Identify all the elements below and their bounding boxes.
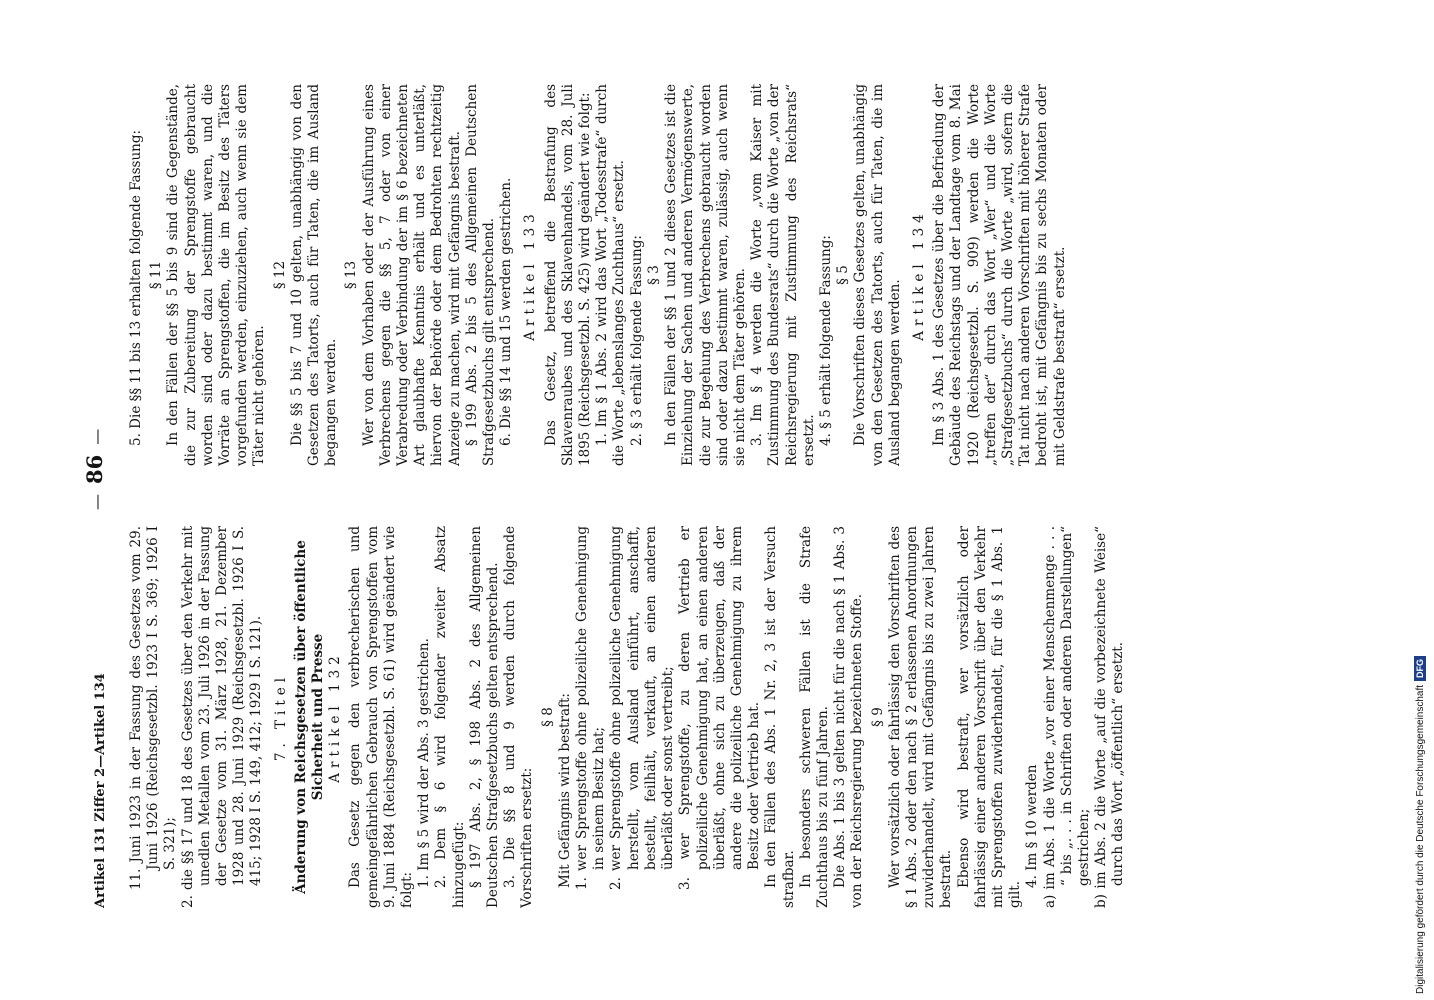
list-item: b) im Abs. 2 die Worte „auf die vorbezeichnete Weise“ durch das Wort „öffentlich“ ersetzt. [1093,526,1127,908]
quoted-paragraph: § 197 Abs. 2, § 198 Abs. 2 des Allgemeinen Deutschen Strafgesetzbuchs gelten entsprechend. [467,526,502,908]
paragraph: Das Gesetz gegen den verbrecherischen und gemeingefährlichen Gebrauch von Sprengstoffen vom 9. Juni 1884 (Reichsgesetzbl. S. 61) wird geändert wie folgt: [347,526,416,908]
paragraph: Wer vorsätzlich oder fahrlässig den Vorschriften des § 1 Abs. 2 oder den nach § 2 erlassenen Anordnungen zuwiderhandelt, wird mit Gefängnis bis zu zwei Jahren bestraft. [886,526,955,908]
dfg-logo: DFG [1414,656,1426,681]
list-item: 2. § 3 erhält folgende Fassung: [628,235,645,446]
list-item: 2. wer Sprengstoffe ohne polizeiliche Genehmigung herstellt, vom Ausland einführt, anschafft, bestellt, feilhält, verkauft, an einen anderen überläßt oder sonst vertreibt; [608,526,677,890]
list-item: 1. Im § 5 wird der Abs. 3 gestrichen. [416,638,433,888]
paragraph-sign: § 12 [271,260,288,290]
digitization-credit-strip [1410,0,1434,1000]
paragraph-sign: § 13 [343,260,360,290]
paragraph: Die Abs. 1 bis 3 gelten nicht für die nach § 1 Abs. 3 von der Reichsregierung bezeichneten Stoffe. [832,526,866,908]
paragraph: Ebenso wird bestraft, wer vorsätzlich oder fahrlässig einer anderen Vorschrift über den Verkehr mit Sprengstoffen zuwiderhandelt, für die § 1 Abs. 1 gilt. [955,526,1024,908]
right-column [128,84,1069,466]
paragraph: Wer von dem Vorhaben oder der Ausführung eines Verbrechens gegen die §§ 5, 7 oder von einer Verabredung oder Verbindung der im § 6 bezeichneten Art glaubhafte Kenntnis erhält und es unterläßt, hiervon der Behörde oder dem Bedrohten rechtzeitig Anzeige zu machen, wird mit Gefängnis bestraft. [360,84,463,466]
list-item: 2. Dem § 6 wird folgender zweiter Absatz hinzugefügt: [433,526,467,908]
paragraph-sign: § 3 [645,265,662,285]
list-item: 4. § 5 erhält folgende Fassung: [817,235,834,446]
paragraph: Mit Gefängnis wird bestraft: [556,693,573,888]
paragraph: Die §§ 5 bis 7 und 10 gelten, unabhängig von den Gesetzen des Tatorts, auch für Taten, die im Ausland begangen werden. [288,84,340,466]
list-item: 11. Juni 1923 in der Fassung des Gesetzes vom 29. Juni 1926 (Reichsgesetzbl. 1923 I S. 369; 1926 I S. 321); [128,526,179,890]
paragraph: Das Gesetz, betreffend die Bestrafung des Sklavenraubes und des Sklavenhandels, vom 28. Juli 1895 (Reichsgesetzbl. S. 425) wird geändert wie folgt: [542,84,594,466]
paragraph-sign: § 8 [539,707,556,727]
section-title: 7. Titel [272,672,289,762]
paragraph: § 199 Abs. 2 bis 5 des Allgemeinen Deutschen Strafgesetzbuchs gilt entsprechend. [463,84,498,466]
list-item: 3. wer Sprengstoffe, zu deren Vertrieb er polizeiliche Genehmigung hat, an einen anderen überläßt, ohne sich zu überzeugen, daß der andere die polizeiliche Genehmigung zu ihrem Besitz oder Vertrieb hat. [677,526,763,890]
left-column [128,526,1128,908]
paragraph: Im § 3 Abs. 1 des Gesetzes über die Befriedung der Gebäude des Reichstags und der Landtage vom 8. Mai 1920 (Reichsgesetzbl. S. 909) werden die Worte „treffen der“ durch das Wort „Wer“ und die Worte „Strafgesetzbuchs“ durch die Worte „wird, sofern die Tat nicht nach anderen Vorschriften mit höherer Strafe bedroht ist, mit Gefängnis bis zu sechs Monaten oder mit Geldstrafe bestraft“ ersetzt. [931,84,1068,466]
list-item: a) im Abs. 1 die Worte „vor einer Menschenmenge . . . “ bis „. . . in Schriften oder anderen Darstellungen“ gestrichen; [1041,526,1092,908]
paragraph-sign: § 5 [835,265,852,285]
list-item: 5. Die §§ 11 bis 13 erhalten folgende Fassung: [128,129,144,446]
paragraph-sign: § 9 [869,707,886,727]
list-item: 6. Die §§ 14 und 15 werden gestrichen. [498,177,515,446]
section-heading: Änderung von Reichsgesetzen über öffentliche Sicherheit und Presse [292,540,327,894]
digitization-credit: Digitalisierung gefördert durch die Deutsche ForschungsgemeinschaftDFG [1410,0,1432,996]
paragraph-sign: § 11 [148,260,165,290]
running-head-title: Artikel 131 Ziffer 2—Artikel 134 [93,673,108,908]
article-heading: Artikel 132 [327,651,344,783]
article-heading: Artikel 133 [522,209,539,341]
paragraph: In besonders schweren Fällen ist die Strafe Zuchthaus bis zu fünf Jahren. [797,526,831,908]
article-heading: Artikel 134 [910,209,927,341]
running-head [82,88,112,908]
paragraph: In den Fällen der §§ 5 bis 9 sind die Gegenstände, die zur Zubereitung der Sprengstoffe gebraucht worden sind oder dazu bestimmt waren, und die Vorräte an Sprengstoffen, die im Besitz des Täters vorgefunden werden, einzuziehen, auch wenn sie dem Täter nicht gehören. [165,84,268,466]
paragraph: In den Fällen der §§ 1 und 2 dieses Gesetzes ist die Einziehung der Sachen und anderen Vermögenswerte, die zur Begehung des Verbrechens gebraucht worden sind oder dazu bestimmt waren, zulässig, auch wenn sie nicht dem Täter gehören. [663,84,748,466]
list-item: 1. wer Sprengstoffe ohne polizeiliche Genehmigung in seinem Besitz hat; [574,526,608,890]
page-number: —86— [82,428,107,510]
list-item: 3. Im § 4 werden die Worte „vom Kaiser mit Zustimmung des Bundesrats“ durch die Worte „von der Reichsregierung mit Zustimmung des Reichsrats“ ersetzt. [749,84,817,466]
list-item: 1. Im § 1 Abs. 2 wird das Wort „Todesstrafe“ durch die Worte „lebenslanges Zuchthaus“ ersetzt. [594,84,628,466]
paragraph: In den Fällen des Abs. 1 Nr. 2, 3 ist der Versuch strafbar. [763,526,797,908]
paragraph: Die Vorschriften dieses Gesetzes gelten, unabhängig von den Gesetzen des Tatorts, auch für Taten, die im Ausland begangen werden. [852,84,903,466]
list-item: 3. Die §§ 8 und 9 werden durch folgende Vorschriften ersetzt: [502,526,536,908]
list-item: 2. die §§ 17 und 18 des Gesetzes über den Verkehr mit unedlen Metallen vom 23. Juli 1926 in der Fassung der Gesetze vom 31. März 1928, 21. Dezember 1928 und 28. Juni 1929 (Reichsgesetzbl. 1926 I S. 415; 1928 I S. 149, 412; 1929 I S. 121). [179,526,265,908]
list-item: 4. Im § 10 werden [1024,764,1041,888]
